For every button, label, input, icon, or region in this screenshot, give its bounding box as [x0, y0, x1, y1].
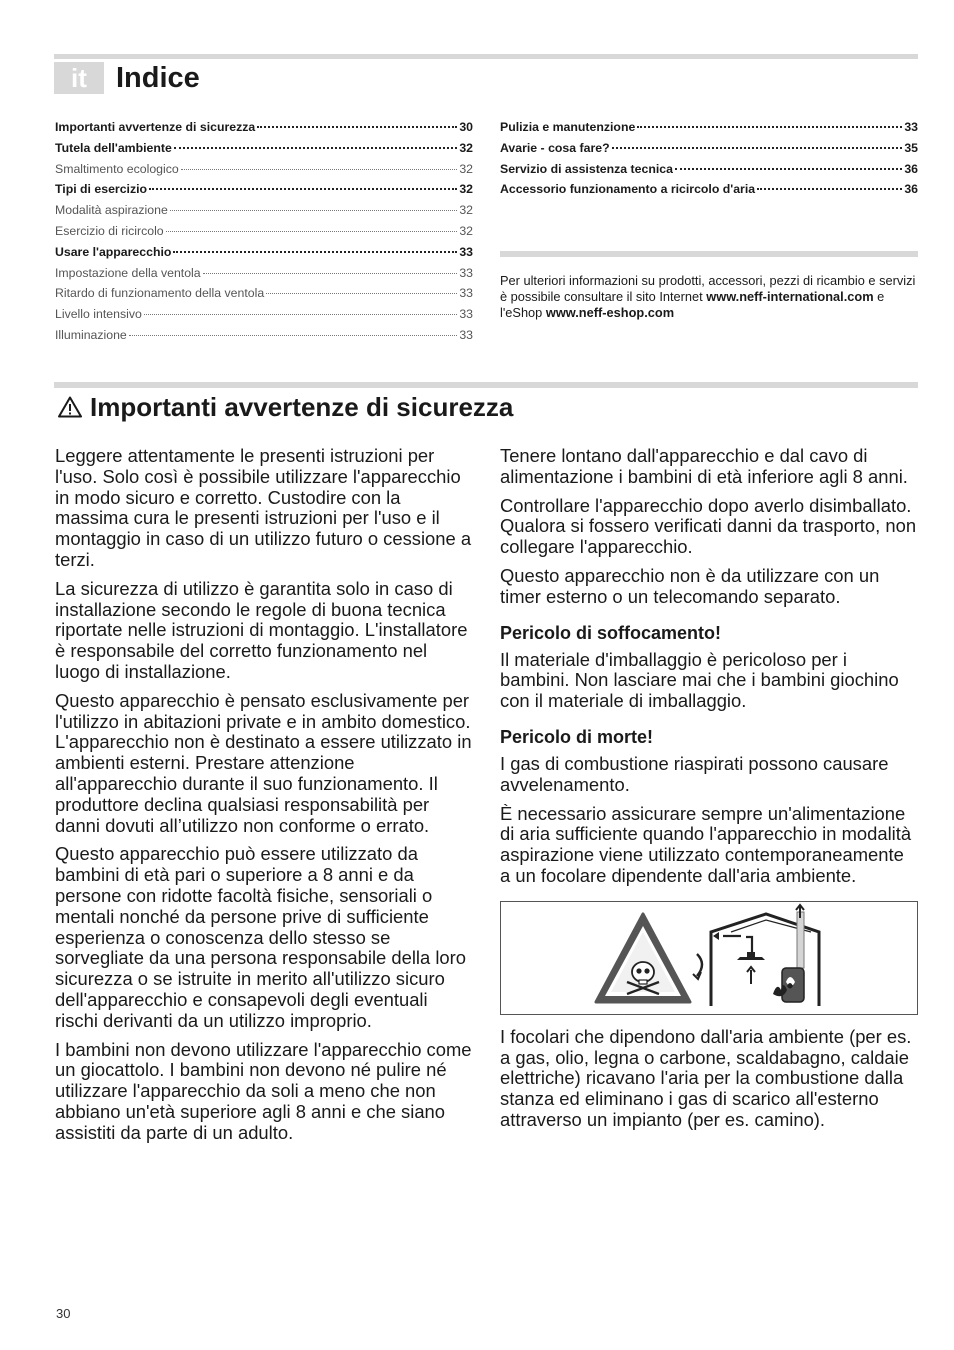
eshop-link[interactable]: www.neff-eshop.com [545, 305, 675, 320]
toc-entry[interactable] [55, 263, 473, 284]
toc-leader-dots [637, 126, 902, 128]
death-heading: Pericolo di morte! [500, 726, 654, 747]
toc-leader-dots [612, 147, 903, 149]
toc-leader-dots [757, 188, 902, 190]
toc-right-column [500, 117, 918, 200]
info-rule [500, 251, 918, 257]
toc-entry-label: Impostazione della ventola [55, 265, 201, 280]
body-paragraph: Questo apparecchio non è da utilizzare con un timer esterno o un telecomando separato. [500, 564, 880, 607]
suffocation-text: Il materiale d'imballaggio è pericoloso per i bambini. Non lasciare mai che i bambini giochino con il materiale di imballaggio. [500, 648, 899, 712]
top-rule [54, 54, 918, 59]
info-text [500, 273, 918, 321]
toc-title: Indice [116, 62, 200, 94]
toc-leader-dots [170, 210, 458, 211]
toc-leader-dots [166, 231, 458, 232]
toc-entry-page: 36 [904, 161, 918, 176]
warning-triangle-icon [58, 396, 82, 418]
body-paragraph: Questo apparecchio può essere utilizzato da bambini di età pari o superiore a 8 anni e da persone con ridotte facoltà fisiche, sensoriali o mentali nonché da persone prive di sufficiente esperienza o conoscenza dello stesso se sorvegliate da una persona responsabile della loro sicurezza o se istruite in merito all'utilizzo sicuro dell'apparecchio e consapevoli degli eventuali rischi derivanti da un utilizzo improprio. [55, 843, 466, 1031]
toc-entry-label: Pulizia e manutenzione [500, 120, 636, 134]
right-top-paragraphs [500, 446, 918, 608]
left-text-column [55, 446, 473, 1152]
body-paragraph: Controllare l'apparecchio dopo averlo disimballato. Qualora si fossero verificati danni da trasporto, non collegare l'apparecchio. [500, 494, 917, 558]
toc-entry-page: 33 [459, 327, 473, 342]
website-link[interactable]: www.neff-international.com [706, 289, 874, 304]
right-text-column [500, 446, 918, 1139]
toc-entry-page: 32 [459, 182, 473, 197]
toc-entry[interactable] [500, 159, 918, 180]
death-paragraphs [500, 754, 918, 887]
toc-entry-page: 33 [459, 286, 473, 301]
toc-entry[interactable] [55, 138, 473, 159]
section-title: Importanti avvertenze di sicurezza [90, 392, 514, 422]
toc-entry-label: Livello intensivo [55, 307, 142, 322]
toc-entry-page: 32 [459, 140, 473, 155]
toc-leader-dots [129, 335, 458, 336]
toc-entry-label: Smaltimento ecologico [55, 161, 179, 176]
toc-leader-dots [173, 251, 457, 253]
toc-entry-label: Illuminazione [55, 327, 127, 342]
toc-entry[interactable] [55, 283, 473, 304]
toc-entry[interactable] [55, 304, 473, 325]
toc-entry-label: Tipi di esercizio [55, 182, 148, 197]
toc-entry-page: 32 [459, 223, 473, 238]
toc-entry-label: Modalità aspirazione [55, 203, 168, 218]
section-heading [58, 390, 513, 424]
toc-entry-label: Ritardo di funzionamento della ventola [55, 286, 265, 301]
toc-entry-label: Importanti avvertenze di sicurezza [55, 120, 256, 134]
toc-entry-label: Tutela dell'ambiente [55, 140, 172, 155]
toc-entry[interactable] [55, 159, 473, 180]
body-paragraph: Questo apparecchio è pensato esclusivamente per l'utilizzo in abitazioni private e in ambito domestico. L'apparecchio non è destinato a essere utilizzato in ambienti esterni. Prestare attenzione all'apparecchio durante il suo funzionamento. Il produttore declina qualsiasi responsabilità per danni dovuti all’utilizzo non conforme o errato. [55, 689, 472, 836]
toc-leader-dots [266, 293, 457, 294]
body-paragraph: La sicurezza di utilizzo è garantita solo in caso di installazione secondo le regole di buona tecnica riportate nelle istruzioni di montaggio. L'installatore è responsabile del corretto funzionamento nel luogo di installazione. [55, 577, 468, 682]
toc-entry-page: 35 [904, 140, 918, 155]
toc-entry[interactable] [55, 221, 473, 242]
info-text-1: Per ulteriori informazioni su prodotti, accessori, pezzi di ricambio e servizi è possibile consultare il sito Internet [500, 273, 916, 304]
toc-left-column [55, 117, 473, 346]
body-paragraph: I bambini non devono utilizzare l'apparecchio come un giocattolo. I bambini non devono né pulire né utilizzare l'apparecchio da soli a meno che non abbiano un'età superiore agli 8 anni e che siano assistiti da parte di un adulto. [55, 1038, 472, 1143]
info-text-2: e l'eShop [500, 289, 885, 320]
page-number: 30 [56, 1306, 71, 1321]
toc-entry[interactable] [55, 200, 473, 221]
toc-leader-dots [257, 126, 457, 128]
toc-entry[interactable] [55, 179, 473, 200]
toc-leader-dots [174, 147, 458, 149]
poison-warning-triangle-icon [596, 914, 690, 1002]
section-rule [54, 382, 918, 388]
toc-entry[interactable] [55, 242, 473, 263]
toc-entry-page: 33 [459, 244, 473, 259]
toc-entry[interactable] [500, 179, 918, 200]
toc-leader-dots [675, 168, 902, 170]
toc-entry-page: 32 [459, 203, 473, 218]
toc-entry-page: 33 [459, 265, 473, 280]
final-paragraph: I focolari che dipendono dall'aria ambiente (per es. a gas, olio, legna o carbone, scaldabagno, caldaie elettriche) ricavano l'aria per la combustione dalla stanza ed eliminano i gas di scarico all'esterno attraverso un impianto (per es. camino). [500, 1025, 912, 1130]
toc-entry-page: 33 [904, 120, 918, 134]
toc-entry[interactable] [55, 117, 473, 138]
toc-entry-page: 30 [459, 120, 473, 134]
toc-entry[interactable] [55, 325, 473, 346]
toc-leader-dots [149, 188, 457, 190]
toc-entry-label: Usare l'apparecchio [55, 244, 172, 259]
body-paragraph: I gas di combustione riaspirati possono causare avvelenamento. [500, 752, 889, 795]
toc-entry[interactable] [500, 138, 918, 159]
body-paragraph: È necessario assicurare sempre un'alimentazione di aria sufficiente quando l'apparecchio in modalità aspirazione viene utilizzato contemporaneamente a un focolare dipendente dall'aria ambiente. [500, 802, 912, 886]
toc-leader-dots [144, 314, 458, 315]
body-paragraph: Tenere lontano dall'apparecchio e dal cavo di alimentazione i bambini di età inferiore agli 8 anni. [500, 445, 908, 487]
body-paragraph: Leggere attentamente le presenti istruzioni per l'uso. Solo così è possibile utilizzare l'apparecchio in modo sicuro e corretto. Custodire con la massima cura le presenti istruzioni per l'uso e il montaggio in caso di un utilizzo futuro o cessione a terzi. [55, 445, 472, 570]
language-badge: it [54, 62, 104, 94]
toc-entry-label: Accessorio funzionamento a ricircolo d'aria [500, 182, 756, 197]
toc-entry-label: Servizio di assistenza tecnica [500, 161, 673, 176]
toc-leader-dots [181, 169, 458, 170]
toc-entry-page: 33 [459, 307, 473, 322]
toc-entry-page: 32 [459, 161, 473, 176]
combustion-illustration [500, 901, 918, 1015]
toc-entry-label: Avarie - cosa fare? [500, 140, 610, 155]
toc-entry-page: 36 [904, 182, 918, 197]
suffocation-heading: Pericolo di soffocamento! [500, 622, 722, 643]
toc-entry-label: Esercizio di ricircolo [55, 223, 164, 238]
toc-leader-dots [203, 273, 458, 274]
toc-entry[interactable] [500, 117, 918, 138]
